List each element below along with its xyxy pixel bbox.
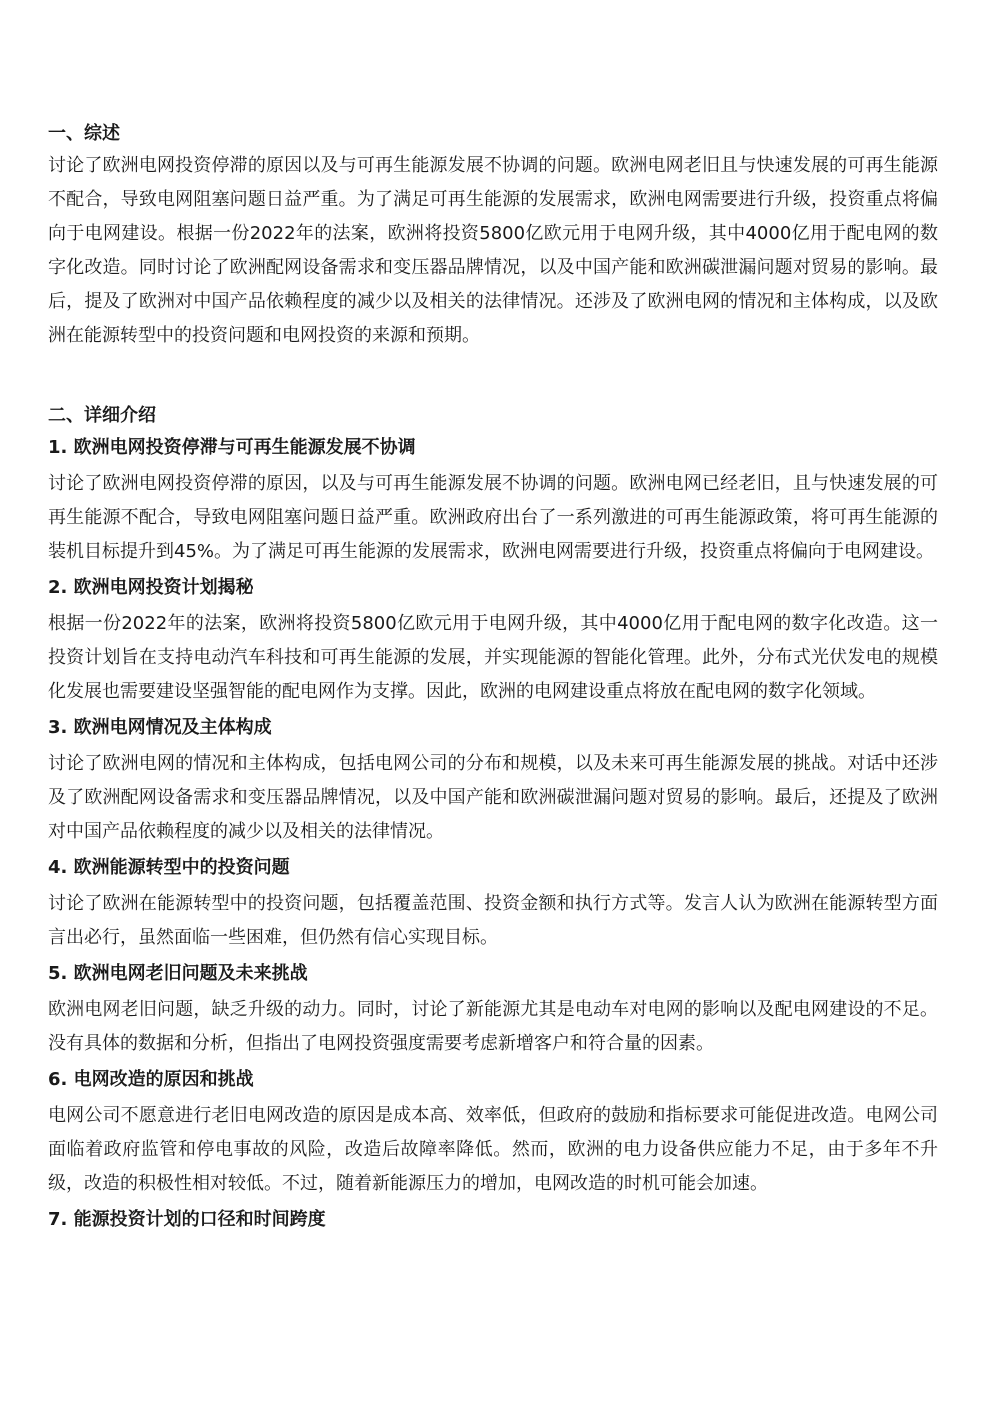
detail-section-7 (48, 1207, 938, 1233)
details-heading: 二、详细介绍 (48, 405, 156, 426)
section-spacer (48, 353, 938, 403)
section-title: 2. 欧洲电网投资计划揭秘 (48, 577, 254, 598)
section-title: 3. 欧洲电网情况及主体构成 (48, 717, 272, 738)
section-paragraph: 电网公司不愿意进行老旧电网改造的原因是成本高、效率低，但政府的鼓励和指标要求可能促进改造。电网公司面临着政府监管和停电事故的风险，改造后故障率降低。然而，欧洲的电力设备供应能力不足，由于多年不升级，改造的积极性相对较低。不过，随着新能源压力的增加，电网改造的时机可能会加速。 (48, 1105, 938, 1194)
document-page (48, 121, 938, 1239)
section-title: 5. 欧洲电网老旧问题及未来挑战 (48, 963, 308, 984)
summary-paragraph: 讨论了欧洲电网投资停滞的原因以及与可再生能源发展不协调的问题。欧洲电网老旧且与快速发展的可再生能源不配合，导致电网阻塞问题日益严重。为了满足可再生能源的发展需求，欧洲电网需要进行升级，投资重点将偏向于电网建设。根据一份2022年的法案，欧洲将投资5800亿欧元用于电网升级，其中4000亿用于配电网的数字化改造。同时讨论了欧洲配网设备需求和变压器品牌情况，以及中国产能和欧洲碳泄漏问题对贸易的影响。最后，提及了欧洲对中国产品依赖程度的减少以及相关的法律情况。还涉及了欧洲电网的情况和主体构成，以及欧洲在能源转型中的投资问题和电网投资的来源和预期。 (48, 155, 938, 346)
section-paragraph: 根据一份2022年的法案，欧洲将投资5800亿欧元用于电网升级，其中4000亿用于配电网的数字化改造。这一投资计划旨在支持电动汽车科技和可再生能源的发展，并实现能源的智能化管理。此外，分布式光伏发电的规模化发展也需要建设坚强智能的配电网作为支撑。因此，欧洲的电网建设重点将放在配电网的数字化领域。 (48, 613, 938, 702)
section-paragraph: 讨论了欧洲电网的情况和主体构成，包括电网公司的分布和规模，以及未来可再生能源发展的挑战。对话中还涉及了欧洲配网设备需求和变压器品牌情况，以及中国产能和欧洲碳泄漏问题对贸易的影响。最后，还提及了欧洲对中国产品依赖程度的减少以及相关的法律情况。 (48, 753, 938, 842)
detail-section-2 (48, 575, 938, 709)
detail-section-6 (48, 1067, 938, 1201)
detail-section-5 (48, 961, 938, 1061)
summary-heading: 一、综述 (48, 123, 120, 144)
detail-section-3 (48, 715, 938, 849)
section-paragraph: 欧洲电网老旧问题，缺乏升级的动力。同时，讨论了新能源尤其是电动车对电网的影响以及配电网建设的不足。没有具体的数据和分析，但指出了电网投资强度需要考虑新增客户和符合量的因素。 (48, 999, 938, 1054)
section-paragraph: 讨论了欧洲电网投资停滞的原因，以及与可再生能源发展不协调的问题。欧洲电网已经老旧，且与快速发展的可再生能源不配合，导致电网阻塞问题日益严重。欧洲政府出台了一系列激进的可再生能源政策，将可再生能源的装机目标提升到45%。为了满足可再生能源的发展需求，欧洲电网需要进行升级，投资重点将偏向于电网建设。 (48, 473, 938, 562)
section-title: 6. 电网改造的原因和挑战 (48, 1069, 254, 1090)
section-title: 1. 欧洲电网投资停滞与可再生能源发展不协调 (48, 437, 416, 458)
detail-section-1 (48, 435, 938, 569)
detail-section-4 (48, 855, 938, 955)
section-title: 7. 能源投资计划的口径和时间跨度 (48, 1209, 326, 1230)
section-title: 4. 欧洲能源转型中的投资问题 (48, 857, 290, 878)
section-paragraph: 讨论了欧洲在能源转型中的投资问题，包括覆盖范围、投资金额和执行方式等。发言人认为欧洲在能源转型方面言出必行，虽然面临一些困难，但仍然有信心实现目标。 (48, 893, 938, 948)
